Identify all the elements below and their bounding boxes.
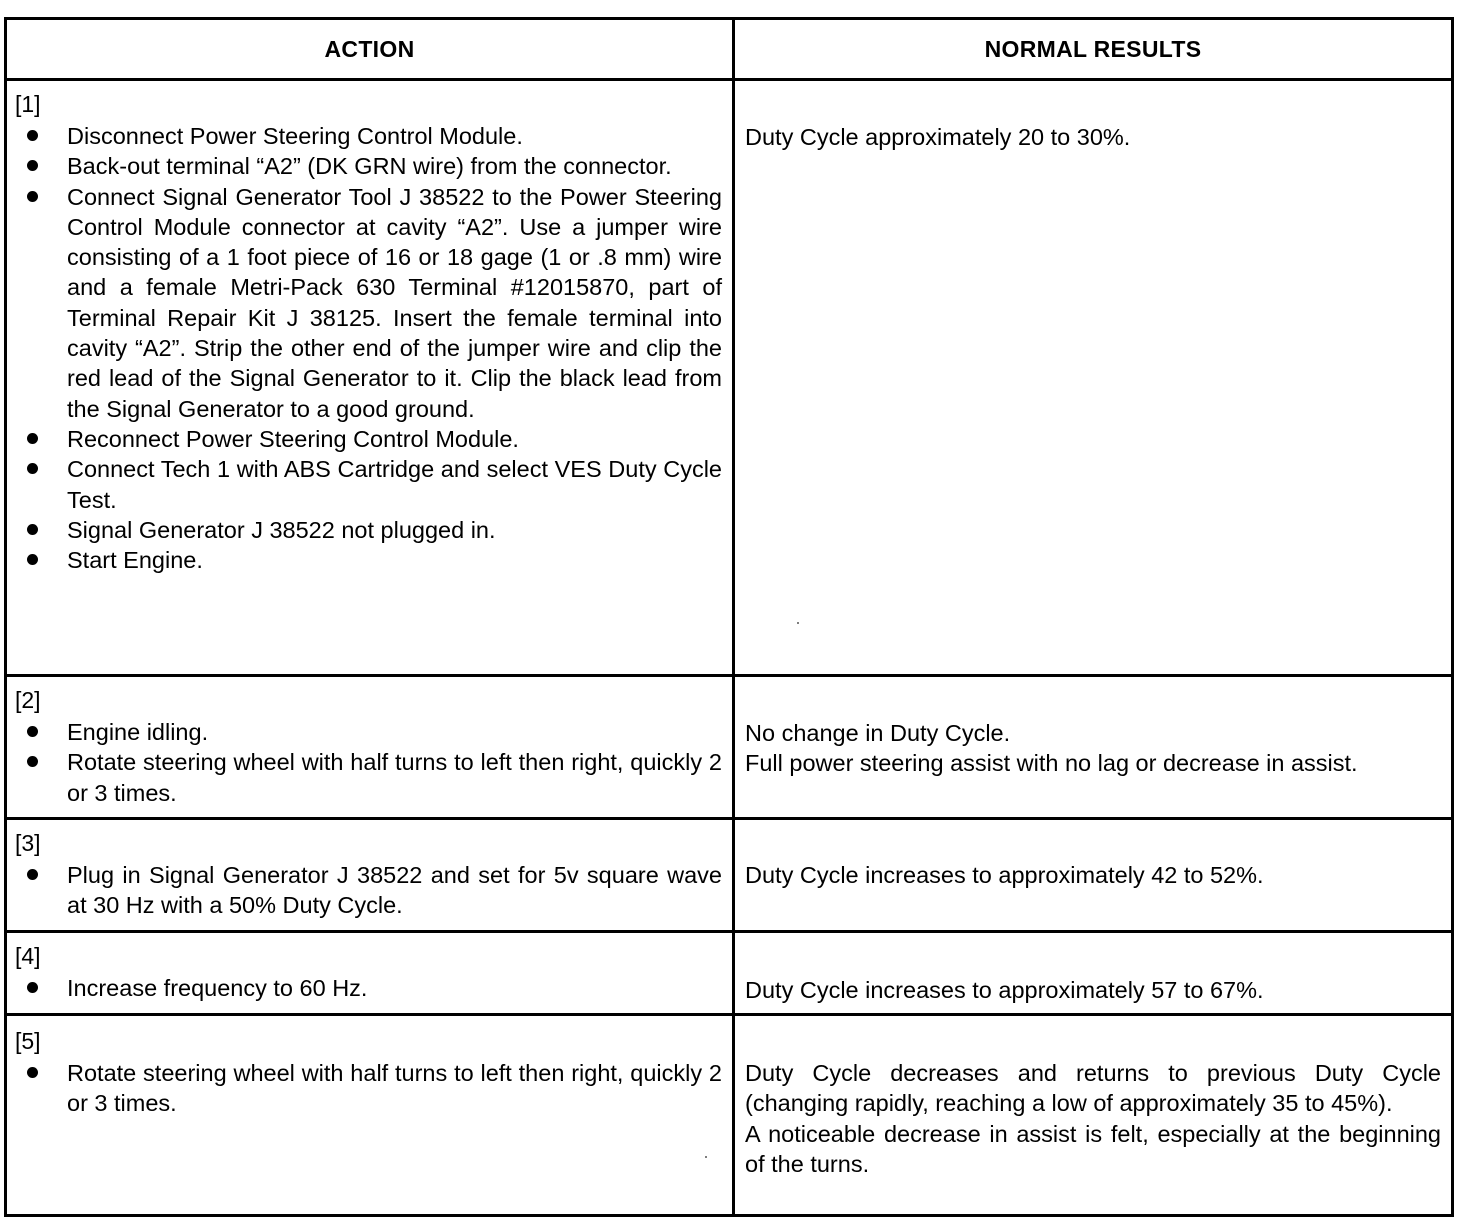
list-item: Rotate steering wheel with half turns to left then right, quickly 2 or 3 times. [7, 1058, 722, 1119]
action-list [7, 973, 722, 1003]
step-number: [5] [15, 1028, 41, 1054]
action-cell [7, 677, 732, 817]
bullet-icon [27, 463, 38, 474]
action-cell [7, 820, 732, 930]
action-list [7, 1058, 722, 1119]
result-cell [732, 933, 1451, 1013]
table-row [7, 820, 1451, 930]
action-cell [7, 933, 732, 1013]
list-item: Start Engine. [7, 545, 722, 575]
step-number: [4] [15, 943, 41, 969]
bullet-icon [27, 191, 38, 202]
result-text: Duty Cycle increases to approximately 42 to 52%. [745, 862, 1264, 888]
header-action: ACTION [324, 36, 415, 62]
bullet-icon [27, 160, 38, 171]
table-row [7, 1016, 1451, 1214]
list-item: Plug in Signal Generator J 38522 and set for 5v square wave at 30 Hz with a 50% Duty Cycle. [7, 860, 722, 921]
bullet-icon [27, 1067, 38, 1078]
scan-speck [705, 1156, 707, 1158]
action-list [7, 860, 722, 921]
action-list [7, 717, 722, 808]
result-text: No change in Duty Cycle. Full power steering assist with no lag or decrease in assist. [745, 720, 1358, 777]
bullet-icon [27, 869, 38, 880]
list-item: Rotate steering wheel with half turns to left then right, quickly 2 or 3 times. [7, 747, 722, 808]
table-row [7, 81, 1451, 674]
bullet-icon [27, 554, 38, 565]
list-item: Signal Generator J 38522 not plugged in. [7, 515, 722, 545]
result-text: Duty Cycle decreases and returns to previous Duty Cycle (changing rapidly, reaching a low of approximately 35 to 45%). A noticeable decrease in assist is felt, especially at the beginning of the turns. [745, 1060, 1441, 1177]
table-row [7, 677, 1451, 817]
action-cell [7, 81, 732, 674]
list-item: Reconnect Power Steering Control Module. [7, 424, 722, 454]
list-item: Connect Signal Generator Tool J 38522 to the Power Steering Control Module connector at cavity “A2”. Use a jumper wire consisting of a 1 foot piece of 16 or 18 gage (1 or .8 mm) wire and a female Metri-Pack 630 Terminal #12015870, part of Terminal Repair Kit J 38125. Insert the female terminal into cavity “A2”. Strip the other end of the jumper wire and clip the red lead of the Signal Generator to it. Clip the black lead from the Signal Generator to a good ground. [7, 182, 722, 424]
scan-speck [797, 622, 799, 624]
header-normal-results: NORMAL RESULTS [732, 20, 1451, 78]
bullet-icon [27, 433, 38, 444]
bullet-icon [27, 756, 38, 767]
list-item: Disconnect Power Steering Control Module. [7, 121, 722, 151]
result-cell [732, 820, 1451, 930]
list-item: Connect Tech 1 with ABS Cartridge and select VES Duty Cycle Test. [7, 454, 722, 515]
bullet-icon [27, 726, 38, 737]
diagnostic-table [4, 17, 1454, 1217]
result-cell [732, 1016, 1451, 1214]
result-cell [732, 677, 1451, 817]
bullet-icon [27, 982, 38, 993]
action-cell [7, 1016, 732, 1214]
step-number: [2] [15, 687, 41, 713]
result-text: Duty Cycle increases to approximately 57 to 67%. [745, 977, 1264, 1003]
result-cell [732, 81, 1451, 674]
action-list [7, 121, 722, 575]
list-item: Back-out terminal “A2” (DK GRN wire) from the connector. [7, 151, 722, 181]
step-number: [1] [15, 91, 41, 117]
table-row [7, 933, 1451, 1013]
bullet-icon [27, 130, 38, 141]
list-item: Increase frequency to 60 Hz. [7, 973, 722, 1003]
result-text: Duty Cycle approximately 20 to 30%. [745, 124, 1131, 150]
step-number: [3] [15, 830, 41, 856]
bullet-icon [27, 524, 38, 535]
table-header-row [7, 20, 1451, 78]
list-item: Engine idling. [7, 717, 722, 747]
